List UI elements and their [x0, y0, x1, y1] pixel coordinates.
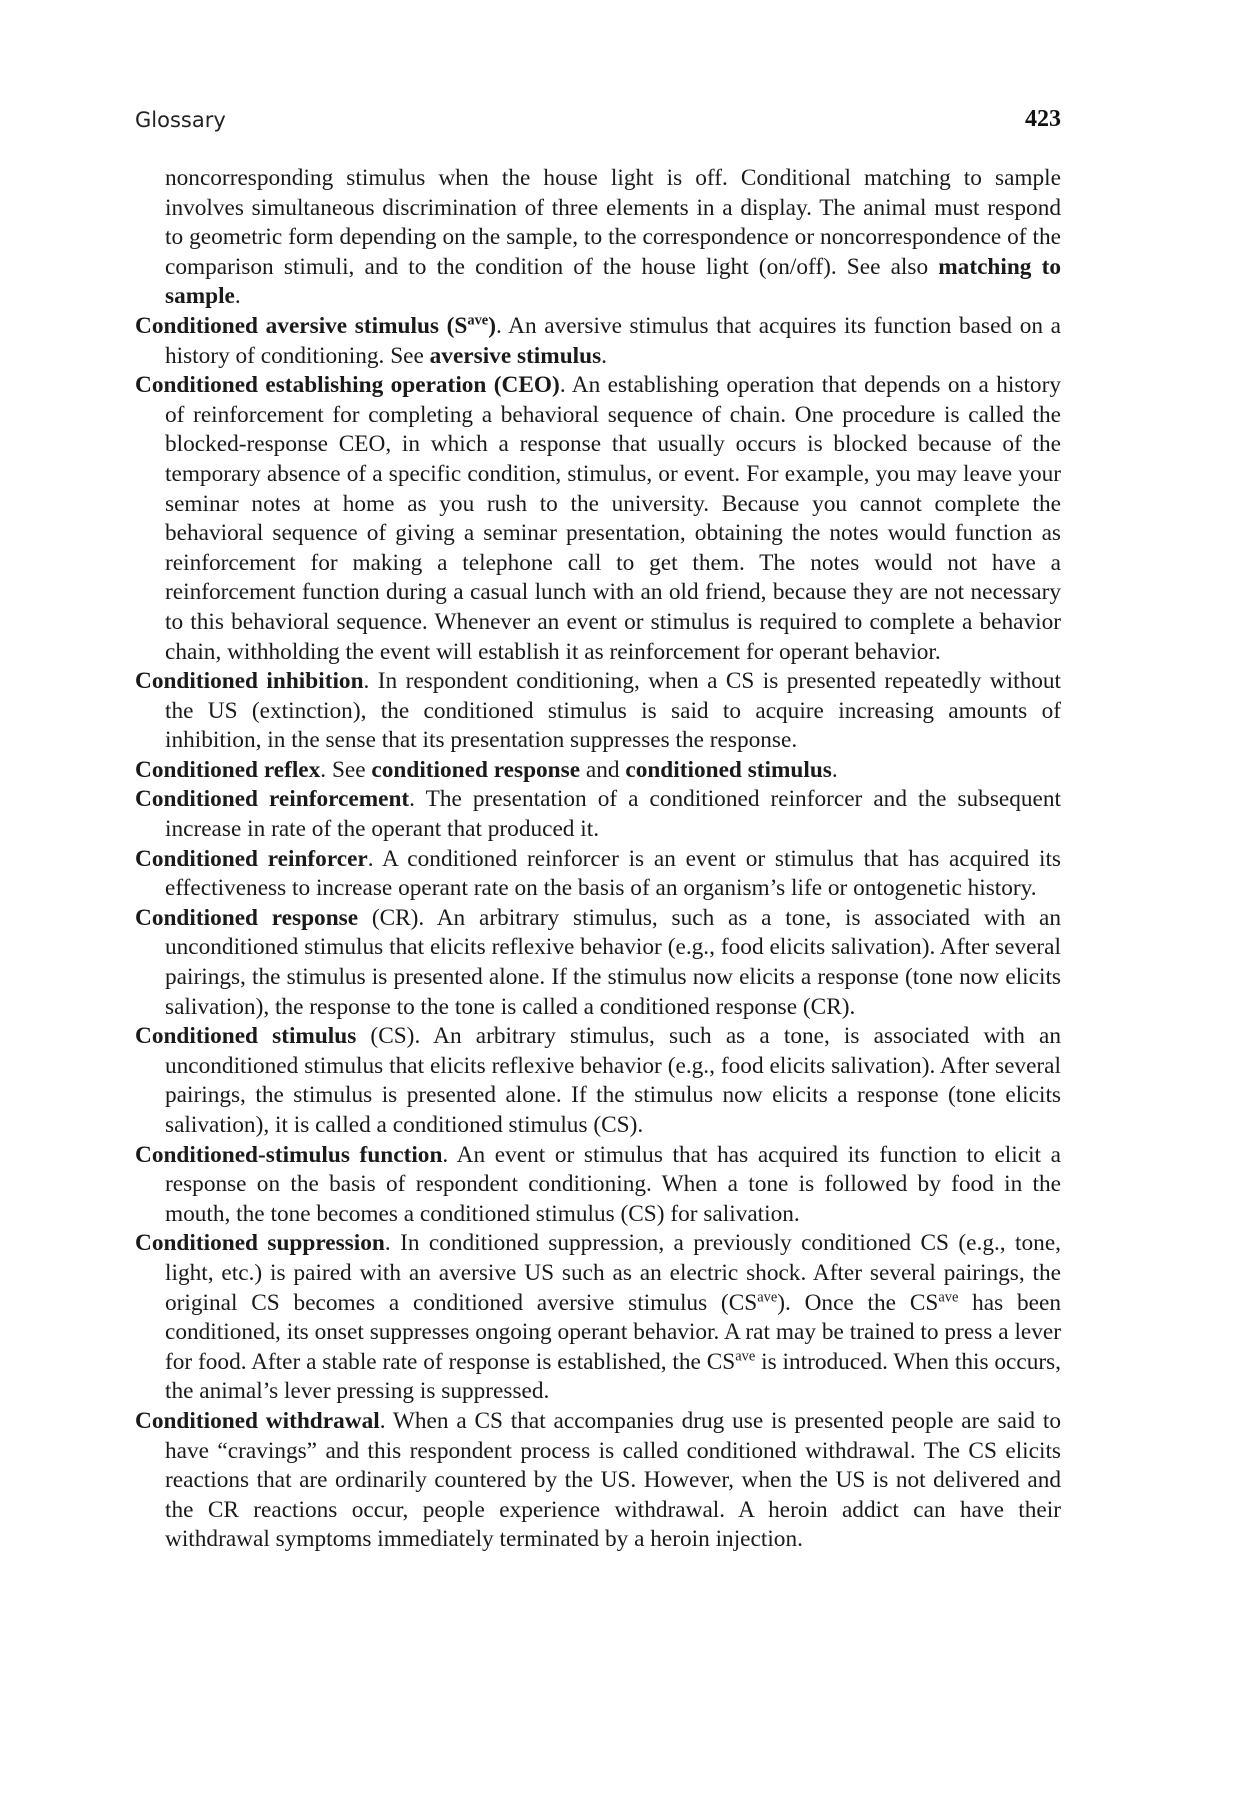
- cross-reference: aversive stimulus: [429, 342, 602, 369]
- entry-text: .: [234, 283, 241, 310]
- entry-text: has been conditioned, its onset suppresses ongoing operant behavior. A rat may be trained to press a lever for food. After a stable rate of response is established, the CS: [165, 1289, 1061, 1375]
- superscript: ave: [757, 1288, 778, 1305]
- glossary-entries: [135, 164, 1061, 1555]
- entry-text: noncorresponding stimulus when the house light is off. Conditional matching to sample involves simultaneous discrimination of three elements in a display. The animal must respond to geometric form depending on the sample, to the correspondence or noncorrespondence of the comparison stimuli, and to the condition of the house light (on/off). See also: [165, 165, 1061, 280]
- entry-text: . See: [320, 756, 372, 783]
- entry-text: .: [831, 756, 838, 783]
- entry-text: . The presentation of a conditioned reinforcer and the subsequent increase in rate of the operant that produced it.: [165, 786, 1061, 843]
- entry-conditioned-suppression: [135, 1229, 1061, 1407]
- entry-term: Conditioned establishing operation (CEO): [135, 372, 560, 399]
- entry-text: (CR). An arbitrary stimulus, such as a tone, is associated with an unconditioned stimulus that elicits reflexive behavior (e.g., food elicits salivation). After several pairings, the stimulus is presented alone. If the stimulus now elicits a response (tone now elicits salivation), the response to the tone is called a conditioned response (CR).: [165, 904, 1061, 1020]
- cross-reference: matching to sample: [165, 253, 1062, 310]
- entry-term: Conditioned reinforcer: [135, 845, 368, 872]
- entry-text: . A conditioned reinforcer is an event or stimulus that has acquired its effectiveness to increase operant rate on the basis of an organism’s life or ontogenetic history.: [165, 845, 1061, 902]
- entry-term: Conditioned reinforcement: [135, 786, 410, 813]
- entry-term: Conditioned reflex: [135, 756, 321, 783]
- cross-reference: conditioned response: [371, 756, 581, 783]
- entry-conditioned-stimulus-function: [135, 1141, 1061, 1230]
- superscript: ave: [938, 1288, 959, 1305]
- entry-conditioned-response: [135, 904, 1061, 1022]
- entry-term: Conditioned withdrawal: [135, 1407, 380, 1434]
- running-head: Glossary: [135, 108, 226, 132]
- entry-conditioned-aversive-stimulus: [135, 312, 1061, 371]
- entry-conditioned-withdrawal: [135, 1407, 1061, 1555]
- entry-continuation: [135, 164, 1061, 312]
- entry-conditioned-inhibition: [135, 667, 1061, 756]
- cross-reference: conditioned stimulus: [625, 756, 832, 783]
- page-header: [135, 104, 1061, 140]
- entry-text: . An aversive stimulus that acquires its function based on a history of conditioning. See: [165, 312, 1062, 369]
- entry-text: . In conditioned suppression, a previously conditioned CS (e.g., tone, light, etc.) is paired with an aversive US such as an electric shock. After several pairings, the original CS becomes a conditioned aversive stimulus (CS: [165, 1230, 1061, 1316]
- entry-conditioned-stimulus: [135, 1022, 1061, 1140]
- entry-term: Conditioned inhibition: [135, 668, 364, 695]
- entry-term: Conditioned response: [135, 904, 359, 931]
- page-number: 423: [1025, 106, 1061, 132]
- entry-text: ). Once the CS: [777, 1289, 939, 1316]
- entry-text: . An establishing operation that depends on a history of reinforcement for completing a behavioral sequence of chain. One procedure is called the blocked-response CEO, in which a response that usually occurs is blocked because of the temporary absence of a specific condition, stimulus, or event. For example, you may leave your seminar notes at home as you rush to the university. Because you cannot complete the behavioral sequence of giving a seminar presentation, obtaining the notes would function as reinforcement for making a telephone call to get them. The notes would not have a reinforcement function during a casual lunch with an old friend, because they are not necessary to this behavioral sequence. Whenever an event or stimulus is required to complete a behavior chain, withholding the event will establish it as reinforcement for operant behavior.: [165, 372, 1061, 665]
- entry-text: and: [580, 756, 626, 783]
- entry-text: . In respondent conditioning, when a CS is presented repeatedly without the US (extinction), the conditioned stimulus is said to acquire increasing amounts of inhibition, in the sense that its presentation suppresses the response.: [165, 668, 1061, 754]
- entry-conditioned-reinforcement: [135, 785, 1061, 844]
- entry-text: . An event or stimulus that has acquired its function to elicit a response on the basis of respondent conditioning. When a tone is followed by food in the mouth, the tone becomes a conditioned stimulus (CS) for salivation.: [165, 1141, 1062, 1227]
- entry-text: .: [601, 342, 607, 369]
- entry-term: Conditioned-stimulus function: [135, 1141, 443, 1168]
- superscript: ave: [735, 1348, 756, 1365]
- entry-text: is introduced. When this occurs, the animal’s lever pressing is suppressed.: [165, 1348, 1061, 1405]
- entry-conditioned-reinforcer: [135, 845, 1061, 904]
- entry-term: Conditioned aversive stimulus $(S^{ave})$: [135, 312, 496, 339]
- entry-term: Conditioned suppression: [135, 1230, 385, 1257]
- entry-conditioned-reflex: [135, 756, 1061, 786]
- entry-conditioned-establishing-operation: [135, 371, 1061, 667]
- entry-term: Conditioned stimulus: [135, 1023, 357, 1050]
- entry-text: (CS). An arbitrary stimulus, such as a tone, is associated with an unconditioned stimulus that elicits reflexive behavior (e.g., food elicits salivation). After several pairings, the stimulus is presented alone. If the stimulus now elicits a response (tone elicits salivation), it is called a conditioned stimulus (CS).: [165, 1023, 1062, 1138]
- entry-text: . When a CS that accompanies drug use is presented people are said to have “cravings” and this respondent process is called conditioned withdrawal. The CS elicits reactions that are ordinarily countered by the US. However, when the US is not delivered and the CR reactions occur, people experience withdrawal. A heroin addict can have their withdrawal symptoms immediately terminated by a heroin injection.: [165, 1407, 1061, 1553]
